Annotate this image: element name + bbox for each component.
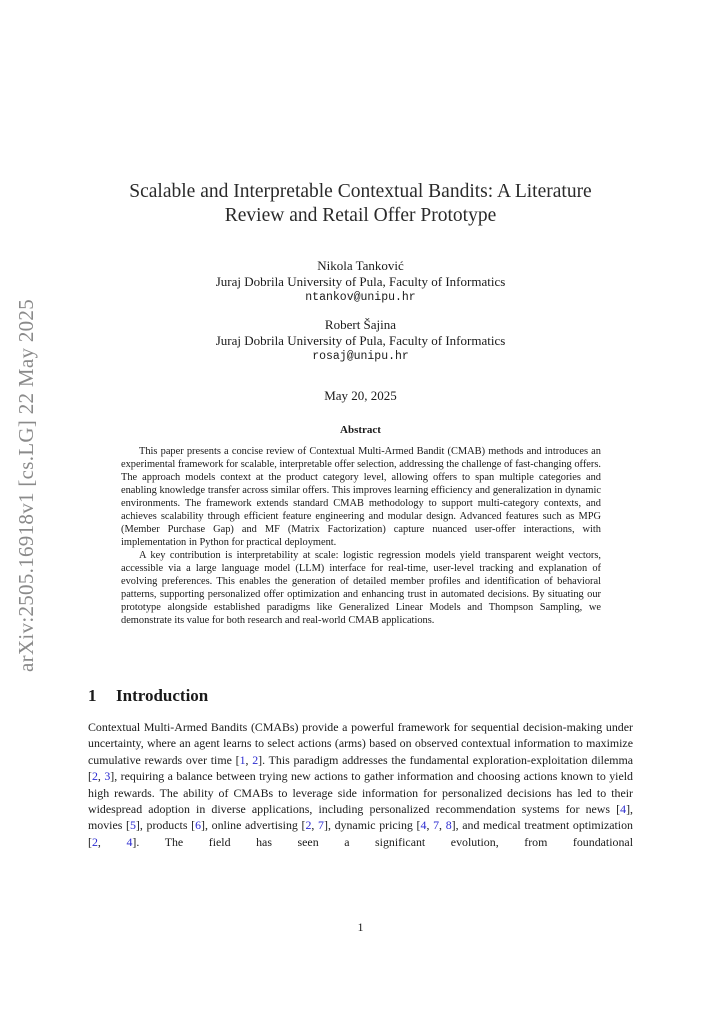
citation-link[interactable]: 2: [91, 834, 98, 849]
author-name: Robert Šajina: [324, 317, 397, 332]
author-affiliation: Juraj Dobrila University of Pula, Faculty of Informatics: [215, 274, 506, 289]
abstract-body: [121, 445, 601, 627]
citation-link[interactable]: 7: [433, 818, 440, 833]
paper-date: May 20, 2025: [324, 388, 397, 403]
author-name: Nikola Tanković: [317, 258, 404, 273]
citation-link[interactable]: 3: [104, 769, 111, 784]
citation-link[interactable]: 2: [91, 769, 98, 784]
citation-link[interactable]: 8: [445, 818, 452, 833]
section-number: 1: [88, 686, 97, 705]
page-number: 1: [357, 920, 364, 934]
citation-link[interactable]: 4: [620, 802, 627, 817]
author-block-1: [90, 258, 631, 306]
introduction-body: [88, 719, 633, 850]
citation-link[interactable]: 1: [239, 752, 246, 767]
abstract-heading: Abstract: [340, 424, 381, 436]
introduction-paragraph: Contextual Multi-Armed Bandits (CMABs) provide a powerful framework for sequential decision-making under uncertainty, where an agent learns to select actions (arms) based on observed contextual information to maximize cumulative rewards over time [1, 2]. This paradigm addresses the fundamental exploration-exploitation dilemma [2, 3], requiring a balance between trying new actions to gather information and choosing actions known to yield high rewards. The ability of CMABs to leverage side information for personalized decisions has led to their widespread adoption in diverse applications, including personalized recommendation systems for news [4], movies [5], products [6], online advertising [2, 7], dynamic pricing [4, 7, 8], and medical treatment optimization [2, 4]. The field has seen a significant evolution, from foundational: [88, 720, 634, 849]
section-heading-introduction: [88, 686, 208, 706]
author-email[interactable]: ntankov@unipu.hr: [305, 291, 416, 304]
citation-link[interactable]: 2: [305, 818, 312, 833]
author-affiliation: Juraj Dobrila University of Pula, Faculty of Informatics: [215, 333, 506, 348]
author-block-2: [90, 317, 631, 365]
citation-link[interactable]: 4: [420, 818, 427, 833]
paper-title-line-1: Scalable and Interpretable Contextual Bandits: A Literature: [129, 181, 592, 202]
citation-link[interactable]: 5: [129, 818, 136, 833]
citation-link[interactable]: 6: [195, 818, 202, 833]
citation-link[interactable]: 7: [318, 818, 324, 833]
author-email[interactable]: rosaj@unipu.hr: [312, 350, 409, 363]
section-title: Introduction: [116, 686, 209, 705]
arxiv-identifier-stamp: arXiv:2505.16918v1 [cs.LG] 22 May 2025: [14, 298, 38, 672]
paper-title-line-2: Review and Retail Offer Prototype: [224, 205, 497, 226]
abstract-paragraph-2: A key contribution is interpretability at scale: logistic regression models yield transparent weight vectors, accessible via a large language model (LLM) interface for real-time, user-level tracking and explanation of evolving preferences. This enables the generation of detailed member profiles and identification of behavioral patterns, supporting personalized offer optimization and enhancing trust in automated decisions. By situating our prototype alongside established paradigms like Generalized Linear Models and Thompson Sampling, we demonstrate its value for both research and real-world CMAB applications.: [121, 550, 601, 626]
abstract-paragraph-1: This paper presents a concise review of Contextual Multi-Armed Bandit (CMAB) methods and introduces an experimental framework for scalable, interpretable offer selection, addressing the challenge of fast-changing offers. The approach models context at the product category level, allowing offers to span multiple categories and enabling knowledge transfer across similar offers. This improves learning efficiency and generalization in dynamic environments. The framework extends standard CMAB methodology to support multi-category contexts, and achieves scalability through efficient feature engineering and modular design. Advanced features such as MPG (Member Purchase Gap) and MF (Matrix Factorization) capture nuanced user-offer interactions, with implementation in Python for practical deployment.: [121, 446, 601, 548]
citation-link[interactable]: 2: [252, 752, 259, 767]
citation-link[interactable]: 4: [126, 834, 133, 849]
paper-title: [90, 180, 631, 228]
